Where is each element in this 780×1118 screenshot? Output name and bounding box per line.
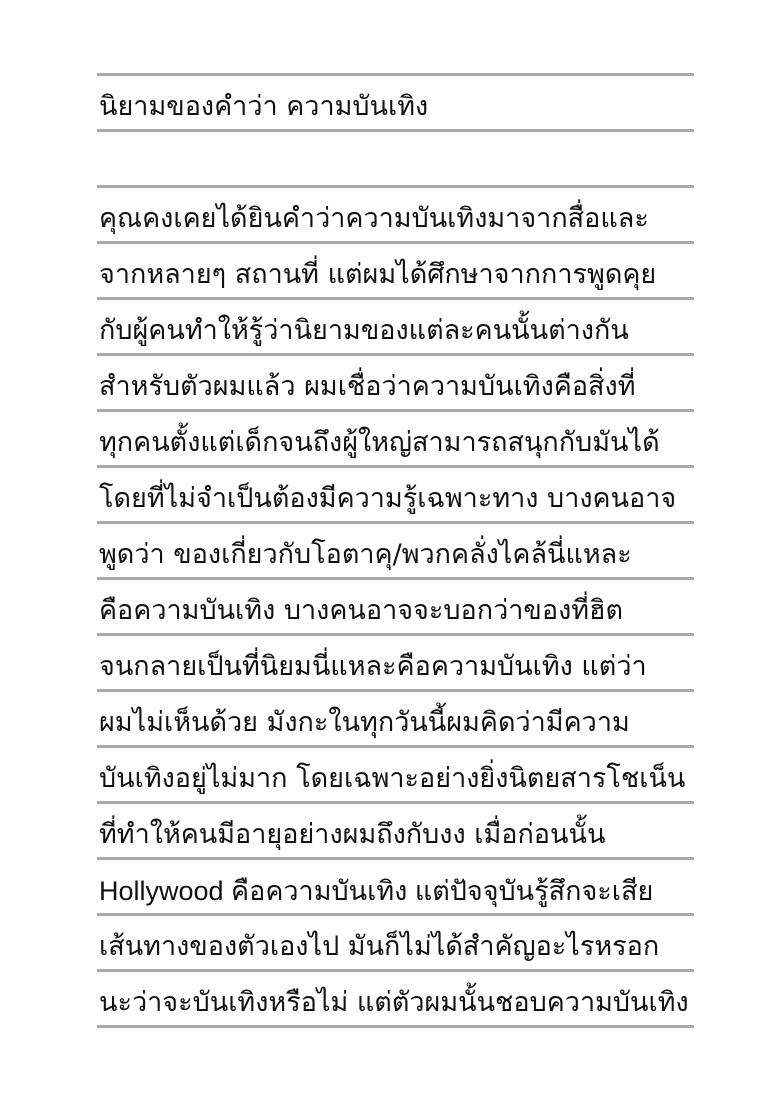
ruled-line: [97, 633, 694, 636]
text-line-2: จากหลายๆ สถานที่ แต่ผมได้ศึกษาจากการพูดคุย: [99, 259, 657, 290]
ruled-line: [97, 577, 694, 580]
text-line-4: สำหรับตัวผมแล้ว ผมเชื่อว่าความบันเทิงคือสิ่งที่: [99, 371, 636, 402]
ruled-line: [97, 689, 694, 692]
text-line-14: เส้นทางของตัวเองไป มันก็ไม่ได้สำคัญอะไรหรอก: [99, 931, 660, 962]
ruled-line: [97, 353, 694, 356]
ruled-line-bottom: [97, 1025, 694, 1028]
ruled-line-top: [97, 73, 694, 76]
text-line-1: คุณคงเคยได้ยินคำว่าความบันเทิงมาจากสื่อและ: [99, 203, 649, 234]
ruled-line: [97, 241, 694, 244]
text-line-11: บันเทิงอยู่ไม่มาก โดยเฉพาะอย่างยิ่งนิตยสารโชเน็น: [99, 763, 686, 794]
text-line-3: กับผู้คนทำให้รู้ว่านิยามของแต่ละคนนั้นต่างกัน: [99, 315, 629, 346]
ruled-line: [97, 745, 694, 748]
text-line-10: ผมไม่เห็นด้วย มังกะในทุกวันนี้ผมคิดว่ามีความ: [99, 707, 630, 738]
ruled-line: [97, 857, 694, 860]
ruled-line: [97, 409, 694, 412]
text-line-5: ทุกคนตั้งแต่เด็กจนถึงผู้ใหญ่สามารถสนุกกับมันได้: [99, 427, 660, 458]
text-line-13: Hollywood คือความบันเทิง แต่ปัจจุบันรู้สึกจะเสีย: [99, 876, 654, 906]
ruled-line: [97, 913, 694, 916]
ruled-line: [97, 297, 694, 300]
ruled-line: [97, 521, 694, 524]
ruled-line-body-top: [97, 185, 694, 188]
text-line-15: นะว่าจะบันเทิงหรือไม่ แต่ตัวผมนั้นชอบความบันเทิง: [99, 987, 689, 1018]
page-title: นิยามของคำว่า ความบันเทิง: [99, 91, 429, 122]
text-line-6: โดยที่ไม่จำเป็นต้องมีความรู้เฉพาะทาง บางคนอาจ: [99, 483, 677, 514]
ruled-line: [97, 801, 694, 804]
text-line-9: จนกลายเป็นที่นิยมนี่แหละคือความบันเทิง แต่ว่า: [99, 651, 647, 682]
ruled-line: [97, 969, 694, 972]
text-line-7: พูดว่า ของเกี่ยวกับโอตาคุ/พวกคลั่งไคล้นี่แหละ: [99, 539, 632, 570]
ruled-line-title-bottom: [97, 129, 694, 132]
text-line-8: คือความบันเทิง บางคนอาจจะบอกว่าของที่ฮิต: [99, 595, 624, 626]
text-line-12: ที่ทำให้คนมีอายุอย่างผมถึงกับงง เมื่อก่อนนั้น: [99, 819, 606, 850]
ruled-line: [97, 465, 694, 468]
